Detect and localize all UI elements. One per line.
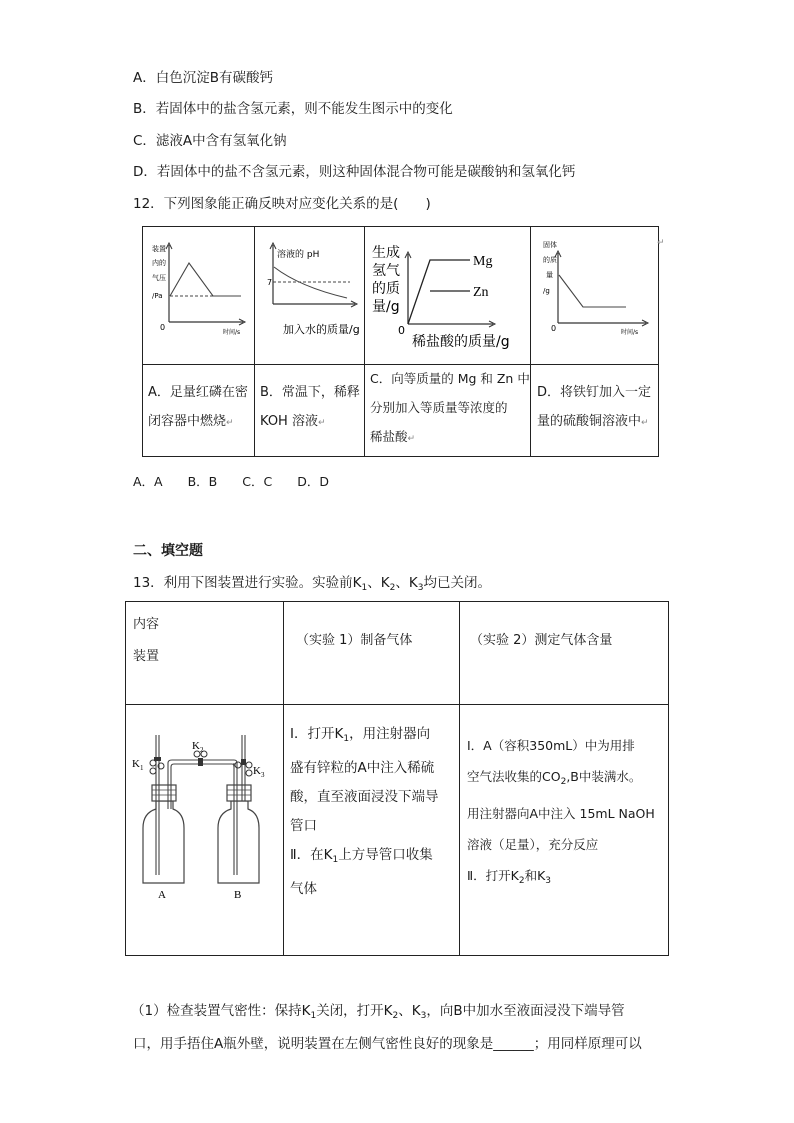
option-a: A．白色沉淀B有碳酸钙 (133, 70, 273, 86)
part-1-line-1: （1）检查装置气密性：保持$K_1$关闭，打开$K_2$、$K_3$，向B中加水至液面浸没下端导管 (131, 1003, 625, 1021)
graph-d-ylabel-2: 的质 (543, 256, 557, 264)
graph-a-ylabel-2: 内的 (152, 259, 166, 267)
label-bottle-a: A (158, 889, 166, 901)
graph-d-ylabel-4: /g (543, 287, 550, 295)
graph-c-ylabel-2: 氢气 (372, 263, 400, 279)
caption-d: D．将铁钉加入一定 量的硫酸铜溶液中↵ (537, 385, 652, 429)
clamp-k1 (150, 757, 164, 774)
q12-answer-options: A．A B．B C．C D．D (133, 474, 329, 489)
graph-a-ylabel-1: 装置 (152, 245, 166, 253)
graph-c-ylabel-4: 量/g (372, 299, 400, 315)
bottle-b (218, 801, 259, 883)
header-exp2: （实验 2）测定气体含量 (470, 633, 613, 648)
caption-c: C．向等质量的 Mg 和 Zn 中 分别加入等质量等浓度的 稀盐酸↵ (370, 371, 530, 444)
graph-a-ylabel-4: /Pa (152, 292, 163, 300)
label-k2: $K_2$ (192, 740, 204, 754)
label-bottle-b: B (234, 889, 242, 901)
section-title: 二、填空题 (133, 543, 203, 559)
label-k1: $K_1$ (132, 758, 144, 772)
clamp-k3 (235, 759, 252, 776)
graph-b-tick-7: 7 (267, 278, 273, 287)
graph-c-ylabel-3: 的质 (372, 281, 400, 297)
graph-a-xlabel: 时间/s (223, 329, 241, 336)
exp2-steps: Ⅰ．A（容积350mL）中为用排 空气法收集的$CO_2,B$中装满水。 用注射器向A中注入 15mL NaOH 溶液（足量），充分反应 Ⅱ．打开$K_2$和$K_3$ (467, 738, 655, 886)
graph-a (143, 227, 253, 363)
graph-a-ylabel-3: 气压 (152, 274, 166, 282)
stopper-b (227, 785, 251, 801)
option-b: B．若固体中的盐含氢元素，则不能发生图示中的变化 (133, 101, 453, 117)
option-c: C．滤液A中含有氢氧化钠 (133, 133, 287, 149)
caption-a: A．足量红磷在密 闭容器中燃烧↵ (148, 385, 248, 429)
exp1-steps: Ⅰ．打开$K_1$，用注射器向 盛有锌粒的A中注入稀硫 酸，直至液面浸没下端导 管口 Ⅱ．在$K_1$上方导管口收集 气体 (290, 726, 439, 897)
graph-c-series-zn: Zn (473, 285, 489, 300)
header-device: 装置 (133, 649, 160, 664)
graph-b (255, 227, 363, 363)
graph-d-xlabel: 时间/s (621, 329, 639, 336)
question-12-stem: 12．下列图象能正确反映对应变化关系的是( ) (133, 196, 431, 212)
header-content: 内容 (133, 617, 160, 632)
graph-d (531, 227, 657, 363)
graph-c-series-mg: Mg (473, 254, 493, 269)
graph-c-xlabel: 稀盐酸的质量/g (412, 334, 510, 350)
graph-d-origin: 0 (551, 324, 557, 333)
label-k3: $K_3$ (253, 765, 265, 779)
header-exp1: （实验 1）制备气体 (296, 633, 413, 648)
graph-b-xlabel: 加入水的质量/g (283, 323, 360, 336)
question-13-stem: 13．利用下图装置进行实验。实验前$K_1$、$K_2$、$K_3$均已关闭。 (133, 575, 491, 593)
option-d: D．若固体中的盐不含氢元素，则这种固体混合物可能是碳酸钠和氢氧化钙 (133, 164, 576, 180)
graph-b-ylabel: 溶液的 pH (277, 250, 320, 260)
apparatus-diagram (126, 705, 282, 953)
caption-b: B．常温下，稀释 KOH 溶液↵ (260, 385, 360, 429)
graph-d-ylabel-1: 固体 (543, 241, 557, 249)
graph-c (365, 227, 529, 363)
bottle-a (143, 801, 184, 883)
graph-d-ylabel-3: 量 (546, 271, 553, 279)
part-1-line-2: 口，用手捂住A瓶外壁，说明装置在左侧气密性良好的现象是______；用同样原理可以 (133, 1036, 642, 1052)
graph-a-origin: 0 (160, 323, 166, 332)
graph-c-origin: 0 (398, 324, 405, 337)
graph-c-ylabel-1: 生成 (372, 245, 400, 261)
